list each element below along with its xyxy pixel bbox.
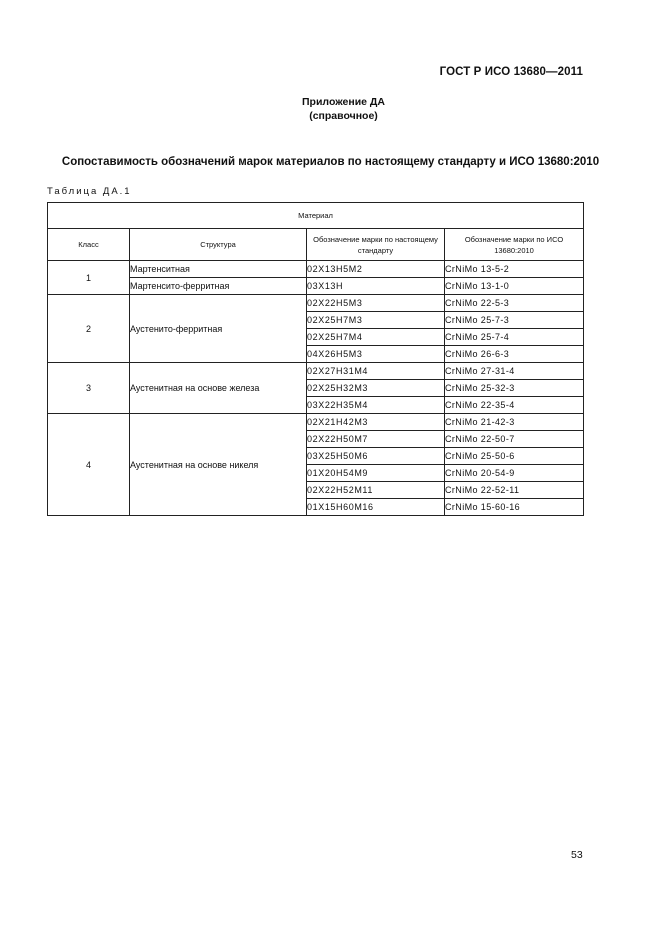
national-grade-cell: 02Х22Н50М7 bbox=[307, 431, 445, 448]
iso-grade-cell: CrNiMo 22-35-4 bbox=[445, 397, 584, 414]
iso-grade-cell: CrNiMo 25-7-3 bbox=[445, 312, 584, 329]
standard-code: ГОСТ Р ИСО 13680—2011 bbox=[439, 66, 583, 78]
column-header-iso-grade: Обозначение марки по ИСО 13680:2010 bbox=[445, 229, 584, 261]
group-header-material: Материал bbox=[48, 203, 584, 229]
document-title: Сопоставимость обозначений марок материалов по настоящему стандарту и ИСО 13680:2010 bbox=[61, 156, 600, 168]
structure-cell: Мартенсито-ферритная bbox=[130, 278, 307, 295]
table-row bbox=[48, 363, 584, 380]
national-grade-cell: 02Х22Н5М3 bbox=[307, 295, 445, 312]
class-cell: 1 bbox=[48, 261, 130, 295]
column-header-structure: Структура bbox=[130, 229, 307, 261]
iso-grade-cell: CrNiMo 22-50-7 bbox=[445, 431, 584, 448]
iso-grade-cell: CrNiMo 25-32-3 bbox=[445, 380, 584, 397]
iso-grade-cell: CrNiMo 22-5-3 bbox=[445, 295, 584, 312]
structure-cell: Аустенитная на основе железа bbox=[130, 363, 307, 414]
iso-grade-cell: CrNiMo 25-7-4 bbox=[445, 329, 584, 346]
table-row bbox=[48, 414, 584, 431]
appendix-label: Приложение ДА bbox=[302, 96, 385, 108]
national-grade-cell: 01Х15Н60М16 bbox=[307, 499, 445, 516]
class-cell: 3 bbox=[48, 363, 130, 414]
national-grade-cell: 02Х21Н42М3 bbox=[307, 414, 445, 431]
iso-grade-cell: CrNiMo 27-31-4 bbox=[445, 363, 584, 380]
national-grade-cell: 01Х20Н54М9 bbox=[307, 465, 445, 482]
structure-cell: Мартенситная bbox=[130, 261, 307, 278]
table-row bbox=[48, 295, 584, 312]
class-cell: 4 bbox=[48, 414, 130, 516]
national-grade-cell: 02Х25Н7М3 bbox=[307, 312, 445, 329]
national-grade-cell: 04Х26Н5М3 bbox=[307, 346, 445, 363]
iso-grade-cell: CrNiMo 22-52-11 bbox=[445, 482, 584, 499]
materials-table bbox=[47, 202, 584, 516]
class-cell: 2 bbox=[48, 295, 130, 363]
structure-cell: Аустенито-ферритная bbox=[130, 295, 307, 363]
iso-grade-cell: CrNiMo 15-60-16 bbox=[445, 499, 584, 516]
national-grade-cell: 02Х25Н32М3 bbox=[307, 380, 445, 397]
table-row bbox=[48, 261, 584, 278]
table-caption: Таблица ДА.1 bbox=[47, 186, 132, 197]
iso-grade-cell: CrNiMo 13-1-0 bbox=[445, 278, 584, 295]
structure-cell: Аустенитная на основе никеля bbox=[130, 414, 307, 516]
iso-grade-cell: CrNiMo 13-5-2 bbox=[445, 261, 584, 278]
national-grade-cell: 03Х13Н bbox=[307, 278, 445, 295]
national-grade-cell: 03Х22Н35М4 bbox=[307, 397, 445, 414]
column-header-class: Класс bbox=[48, 229, 130, 261]
appendix-type: (справочное) bbox=[309, 110, 378, 122]
national-grade-cell: 02Х22Н52М11 bbox=[307, 482, 445, 499]
national-grade-cell: 02Х13Н5М2 bbox=[307, 261, 445, 278]
page-number: 53 bbox=[571, 849, 583, 861]
column-header-national-grade: Обозначение марки по настоящему стандарту bbox=[307, 229, 445, 261]
appendix-heading bbox=[0, 95, 661, 123]
national-grade-cell: 03Х25Н50М6 bbox=[307, 448, 445, 465]
iso-grade-cell: CrNiMo 21-42-3 bbox=[445, 414, 584, 431]
national-grade-cell: 02Х27Н31М4 bbox=[307, 363, 445, 380]
national-grade-cell: 02Х25Н7М4 bbox=[307, 329, 445, 346]
iso-grade-cell: CrNiMo 26-6-3 bbox=[445, 346, 584, 363]
iso-grade-cell: CrNiMo 20-54-9 bbox=[445, 465, 584, 482]
iso-grade-cell: CrNiMo 25-50-6 bbox=[445, 448, 584, 465]
